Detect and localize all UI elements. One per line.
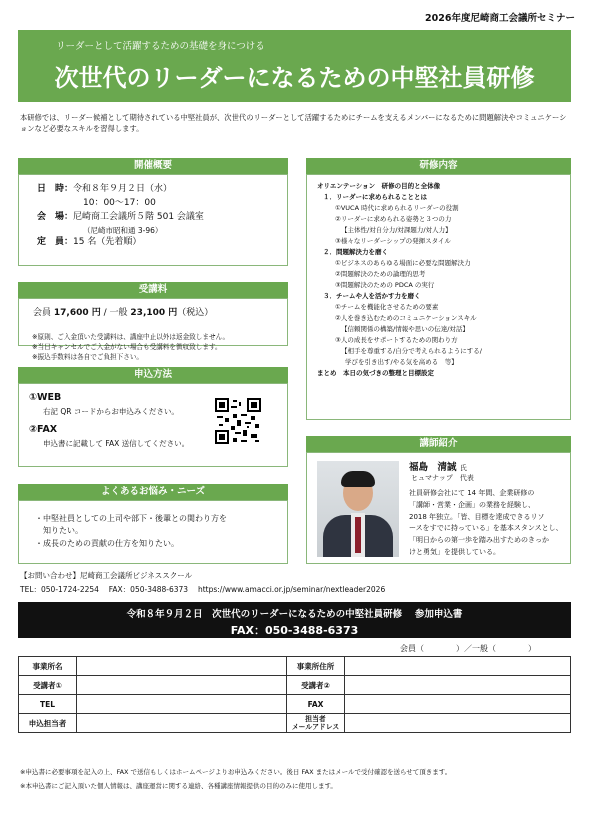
contact-person-field[interactable] — [77, 714, 287, 733]
overview-box — [18, 174, 288, 266]
place-note: （尼崎市昭和通 3-96） — [83, 225, 163, 235]
form-label: 事業所住所 — [287, 657, 345, 676]
capacity-value: 15 名（先着順） — [73, 237, 142, 248]
contents-heading: ２．問題解決力を磨く — [323, 247, 388, 256]
form-label: TEL — [19, 695, 77, 714]
lecturer-bio: 2018 年独立。「皆、目標を達成できるリソ — [409, 512, 545, 521]
form-banner-title: 令和８年９月２日 次世代のリーダーになるための中堅社員研修 参加申込書 — [126, 609, 463, 620]
fee-tax: （税込） — [177, 308, 214, 318]
apply-box — [18, 383, 288, 467]
subtitle: リーダーとして活躍するための基礎を身につける — [56, 41, 265, 52]
form-label: 受講者① — [19, 676, 77, 695]
company-address-field[interactable] — [345, 657, 571, 676]
fax-label: ②FAX — [29, 424, 58, 435]
time-value: 10：00～17：00 — [83, 197, 156, 208]
contents-line: ③問題解決のための PDCA の実行 — [335, 280, 435, 289]
overview-title: 開催概要 — [18, 158, 288, 174]
contents-line: ③人の成長をサポートするための関わり方 — [335, 335, 458, 344]
contact-label: 【お問い合わせ】尼崎商工会議所ビジネススクール — [20, 571, 193, 580]
member-fee: 17,600 円 — [53, 308, 101, 318]
faq-box — [18, 500, 288, 564]
fax-field[interactable] — [345, 695, 571, 714]
member-select[interactable]: 会員（ ）／一般（ ） — [400, 644, 536, 653]
fax-text: 申込書に記載して FAX 送信してください。 — [43, 439, 190, 448]
contents-line: 【主体性/対自分力/対課題力/対人力】 — [341, 225, 452, 234]
faq-item: 知りたい。 — [35, 526, 83, 536]
lecturer-name: 福島 清誠 — [409, 462, 457, 473]
qr-code-icon[interactable] — [215, 398, 261, 444]
contents-heading: １．リーダーに求められることとは — [323, 192, 427, 201]
fee-prefix: 会員 — [33, 308, 52, 318]
place-value: 尼崎商工会議所５階 501 会議室 — [73, 211, 204, 222]
fee-sep: / 一般 — [103, 308, 128, 318]
faq-item: ・中堅社員としての上司や部下・後輩との関わり方を — [35, 514, 227, 523]
date-label: 日 時： — [37, 184, 74, 194]
footer-note: ※本申込書にご記入頂いた個人情報は、講座運営に関する連絡、各種講座情報提供の目的のみに使用します。 — [20, 782, 337, 791]
form-banner-fax: FAX：050-3488-6373 — [230, 624, 359, 637]
contents-line: ②問題解決のための論理的思考 — [335, 269, 426, 278]
fee-note: ※振込手数料は各自でご負担下さい。 — [32, 352, 144, 361]
place-label: 会 場： — [37, 211, 74, 222]
contents-line: 【信頼関係の構築/情報や思いの伝達/対話】 — [341, 324, 469, 333]
application-form — [18, 656, 571, 733]
company-name-field[interactable] — [77, 657, 287, 676]
page-title: 次世代のリーダーになるための中堅社員研修 — [54, 64, 535, 92]
contents-line: ①チームを機能化させるための要素 — [335, 302, 439, 311]
lecturer-bio: 「講師・営業・企画」の業務を経験し、 — [409, 500, 535, 509]
contact-email-field[interactable] — [345, 714, 571, 733]
tel-field[interactable] — [77, 695, 287, 714]
form-label: 担当者 メールアドレス — [287, 714, 345, 733]
contents-line: ③様々なリーダーシップの発揮スタイル — [335, 236, 451, 245]
lecturer-bio: 「明日からの第一歩を踏み出すためのきっか — [409, 536, 549, 544]
contact-line[interactable]: TEL：050-1724-2254 FAX：050-3488-6373 https://www.amacci.or.jp/seminar/nextleader2026 — [20, 585, 386, 594]
contents-heading: ３．チームや人を活かす力を磨く — [323, 291, 421, 300]
lecturer-bio: 社員研修会社にて 14 年間、企業研修の — [409, 489, 535, 497]
form-label: 受講者② — [287, 676, 345, 695]
contents-line: 学びを引き出す/やる気を高める 等】 — [345, 357, 458, 366]
contents-line: ②人を巻き込むためのコミュニケーションスキル — [335, 313, 477, 322]
attendee-2-field[interactable] — [345, 676, 571, 695]
apply-title: 申込方法 — [18, 367, 288, 383]
lecturer-photo — [317, 461, 399, 557]
web-label: ①WEB — [29, 392, 62, 403]
contents-line: ①ビジネスのあらゆる場面に必要な問題解決力 — [335, 258, 471, 267]
fee-notes — [32, 333, 288, 363]
lecturer-box — [306, 452, 571, 564]
lecturer-title: 講師紹介 — [306, 436, 571, 452]
form-label: 事業所名 — [19, 657, 77, 676]
web-text[interactable]: 右記 QR コードからお申込みください。 — [43, 407, 179, 416]
footer-notes — [20, 765, 575, 794]
form-banner — [18, 602, 571, 638]
form-label: 申込担当者 — [19, 714, 77, 733]
lecturer-honorific: 氏 — [459, 464, 467, 472]
form-label: FAX — [287, 695, 345, 714]
contents-line: 【相手を尊重する/自分で考えられるようにする/ — [341, 346, 482, 355]
intro-text: 本研修では、リーダー候補として期待されている中堅社員が、次世代のリーダーとして活躍するためにチームを支えるメンバーになるために問題解決やコミュニケーションなど必要なスキルを習得します。 — [20, 113, 567, 133]
contents-line: まとめ 本日の気づきの整理と目標設定 — [317, 368, 434, 377]
capacity-label: 定 員： — [37, 237, 74, 248]
year-label: 2026年度尼崎商工会議所セミナー — [425, 13, 575, 24]
contents-box — [306, 174, 571, 420]
contents-line: ①VUCA 時代に求められるリーダーの役割 — [335, 203, 459, 212]
faq-title: よくあるお悩み・ニーズ — [18, 484, 288, 500]
attendee-1-field[interactable] — [77, 676, 287, 695]
lecturer-bio: ースをすでに持っている」を基本スタンスとし、 — [409, 524, 563, 533]
contents-line: オリエンテーション 研修の目的と全体像 — [317, 182, 441, 190]
date-value: 令和８年９月２日（水） — [73, 184, 173, 194]
contents-title: 研修内容 — [306, 158, 571, 174]
lecturer-bio: けと勇気」を提供している。 — [409, 547, 500, 556]
fee-note: ※原則、ご入金頂いた受講料は、講座中止以外は返金致しません。 — [32, 333, 230, 341]
title-banner — [18, 30, 571, 102]
contents-line: ②リーダーに求められる姿勢と３つの力 — [335, 214, 452, 223]
lecturer-org: ヒュマナップ 代表 — [411, 474, 474, 482]
faq-item: ・成長のための貢献の仕方を知りたい。 — [35, 538, 179, 548]
fee-note: ※当日キャンセルでご入金がない場合も受講料を徴収致します。 — [32, 342, 222, 351]
general-fee: 23,100 円 — [130, 308, 178, 318]
fee-title: 受講料 — [18, 282, 288, 298]
footer-note: ※申込書に必要事項を記入の上、FAX で送信もしくはホームページよりお申込みください。後日 FAX またはメールで受付確認を送らせて頂きます。 — [20, 768, 452, 776]
